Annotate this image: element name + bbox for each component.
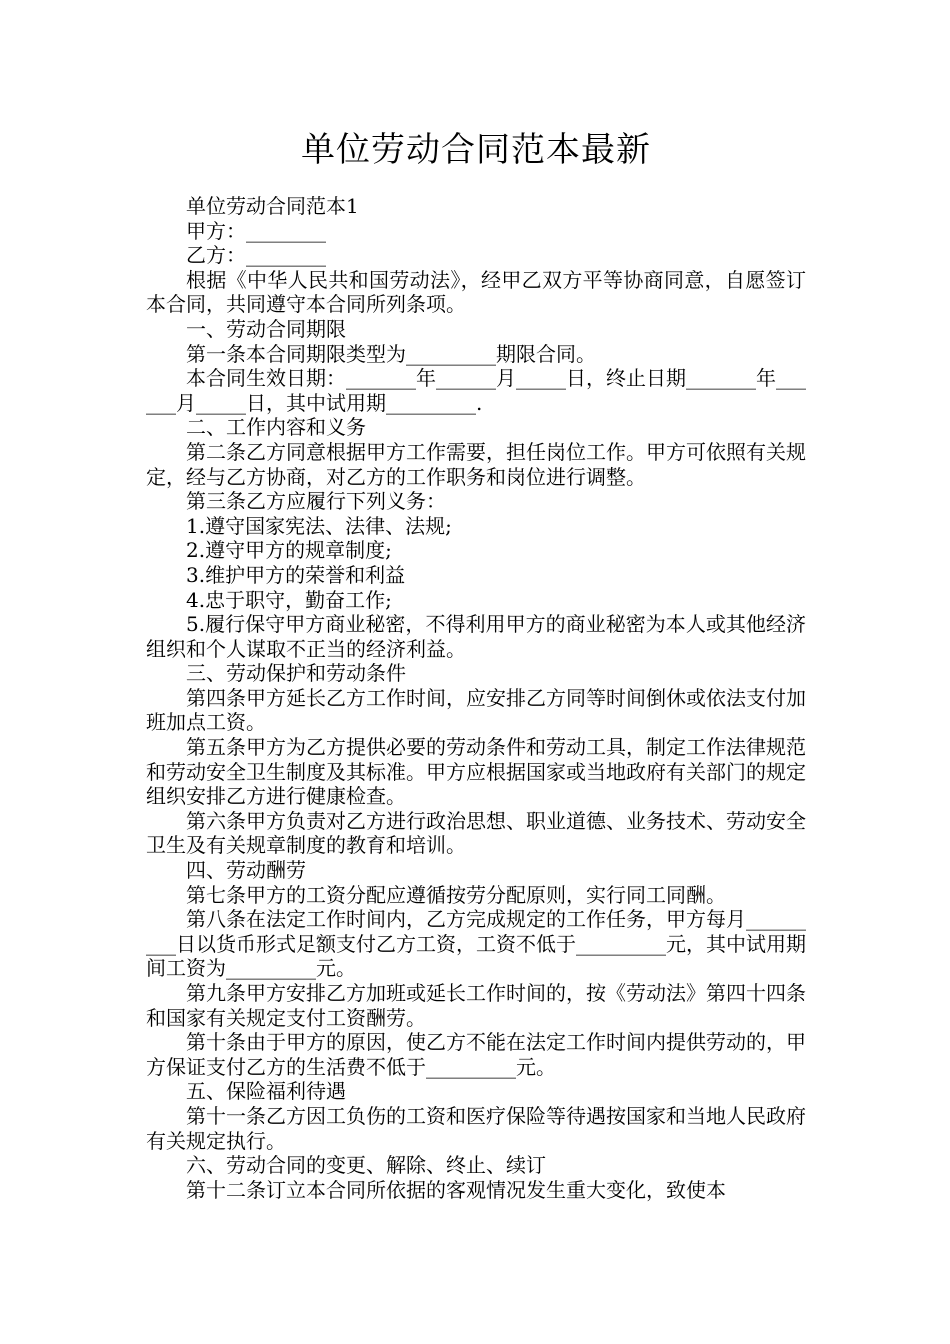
paragraph: 第五条甲方为乙方提供必要的劳动条件和劳动工具，制定工作法律规范和劳动安全卫生制度及其标准。甲方应根据国家或当地政府有关部门的规定组织安排乙方进行健康检查。 [146, 735, 806, 809]
section-heading: 五、保险福利待遇 [186, 1079, 346, 1104]
paragraph: 第三条乙方应履行下列义务： [186, 489, 446, 514]
section-heading: 三、劳动保护和劳动条件 [186, 661, 406, 686]
section-heading: 二、工作内容和义务 [186, 415, 366, 440]
paragraph: 本合同生效日期：_______年______月_____日，终止日期_______年______月_____日，其中试用期_________. [146, 366, 806, 415]
paragraph: 甲方：________ [186, 218, 326, 243]
paragraph: 第十二条订立本合同所依据的客观情况发生重大变化，致使本 [186, 1177, 726, 1202]
paragraph: 第十条由于甲方的原因，使乙方不能在法定工作时间内提供劳动的，甲方保证支付乙方的生活费不低于_________元。 [146, 1030, 806, 1079]
list-item: 4.忠于职守，勤奋工作; [186, 587, 392, 612]
paragraph: 第七条甲方的工资分配应遵循按劳分配原则，实行同工同酬。 [186, 882, 726, 907]
list-item: 3.维护甲方的荣誉和利益 [186, 562, 406, 587]
paragraph: 根据《中华人民共和国劳动法》，经甲乙双方平等协商同意，自愿签订本合同，共同遵守本合同所列条项。 [146, 267, 806, 317]
paragraph: 第二条乙方同意根据甲方工作需要，担任岗位工作。甲方可依照有关规定，经与乙方协商，对乙方的工作职务和岗位进行调整。 [146, 439, 806, 489]
paragraph: 乙方：________ [186, 243, 326, 268]
list-item: 1.遵守国家宪法、法律、法规; [186, 513, 452, 538]
section-heading: 一、劳动合同期限 [186, 316, 346, 341]
list-item: 5.履行保守甲方商业秘密，不得利用甲方的商业秘密为本人或其他经济组织和个人谋取不正当的经济利益。 [146, 612, 806, 661]
document-body [146, 194, 806, 1202]
paragraph: 第一条本合同期限类型为_________期限合同。 [186, 341, 596, 366]
document-title: 单位劳动合同范本最新 [301, 130, 651, 170]
list-item: 2.遵守甲方的规章制度; [186, 538, 392, 563]
paragraph: 第四条甲方延长乙方工作时间，应安排乙方同等时间倒休或依法支付加班加点工资。 [146, 685, 806, 735]
section-heading: 四、劳动酬劳 [186, 858, 306, 883]
paragraph: 第十一条乙方因工负伤的工资和医疗保险等待遇按国家和当地人民政府有关规定执行。 [146, 1103, 806, 1153]
paragraph: 第六条甲方负责对乙方进行政治思想、职业道德、业务技术、劳动安全卫生及有关规章制度的教育和培训。 [146, 808, 806, 858]
paragraph: 单位劳动合同范本1 [186, 194, 359, 218]
section-heading: 六、劳动合同的变更、解除、终止、续订 [186, 1153, 546, 1178]
paragraph: 第九条甲方安排乙方加班或延长工作时间的，按《劳动法》第四十四条和国家有关规定支付工资酬劳。 [146, 981, 806, 1030]
paragraph: 第八条在法定工作时间内，乙方完成规定的工作任务，甲方每月_________日以货币形式足额支付乙方工资，工资不低于_________元，其中试用期间工资为_________元。 [146, 907, 806, 981]
